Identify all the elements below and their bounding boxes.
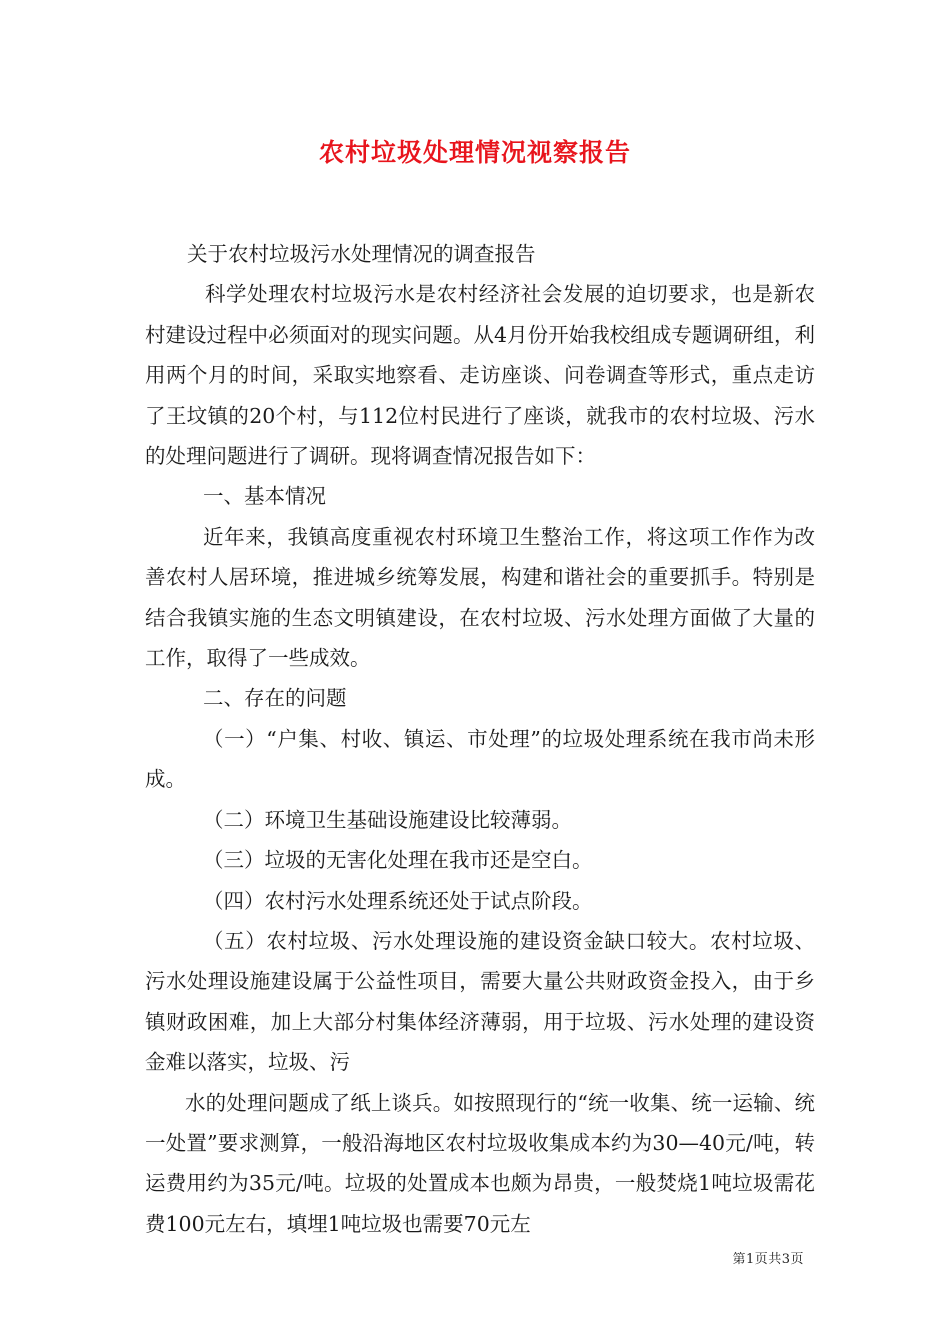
section-body-basic: 近年来，我镇高度重视农村环境卫生整治工作，将这项工作作为改善农村人居环境，推进城乡统筹发展，构建和谐社会的重要抓手。特别是结合我镇实施的生态文明镇建设，在农村垃圾、污水处理方面做了大量的工作，取得了一些成效。 bbox=[145, 524, 815, 671]
document-body bbox=[145, 234, 815, 1244]
document-title: 农村垃圾处理情况视察报告 bbox=[318, 138, 631, 167]
section-heading-basic: 一、基本情况 bbox=[203, 484, 326, 509]
report-subtitle: 关于农村垃圾污水处理情况的调查报告 bbox=[187, 242, 536, 266]
issue-item: （一）“户集、村收、镇运、市处理”的垃圾处理系统在我市尚未形成。 bbox=[145, 726, 815, 792]
issue-item-continuation: 水的处理问题成了纸上谈兵。如按照现行的“统一收集、统一运输、统一处置”要求测算，一般沿海地区农村垃圾收集成本约为30—40元/吨，转运费用约为35元/吨。垃圾的处置成本也颇为昂贵，一般焚烧1吨垃圾需花费100元左右，填埋1吨垃圾也需要70元左 bbox=[145, 1090, 815, 1236]
issue-item: （五）农村垃圾、污水处理设施的建设资金缺口较大。农村垃圾、污水处理设施建设属于公益性项目，需要大量公共财政资金投入，由于乡镇财政困难，加上大部分村集体经济薄弱，用于垃圾、污水处理的建设资金难以落实，垃圾、污 bbox=[145, 928, 815, 1075]
page-number: 第1页共3页 bbox=[732, 1252, 804, 1267]
section-heading-issues: 二、存在的问题 bbox=[203, 686, 347, 711]
issue-item: （三）垃圾的无害化处理在我市还是空白。 bbox=[203, 848, 593, 873]
issue-item: （四）农村污水处理系统还处于试点阶段。 bbox=[203, 888, 593, 913]
issue-item: （二）环境卫生基础设施建设比较薄弱。 bbox=[203, 807, 572, 832]
intro-paragraph: 科学处理农村垃圾污水是农村经济社会发展的迫切要求，也是新农村建设过程中必须面对的现实问题。从4月份开始我校组成专题调研组，利用两个月的时间，采取实地察看、走访座谈、问卷调查等形式，重点走访了王坟镇的20个村，与112位村民进行了座谈，就我市的农村垃圾、污水的处理问题进行了调研。现将调查情况报告如下： bbox=[145, 282, 815, 469]
